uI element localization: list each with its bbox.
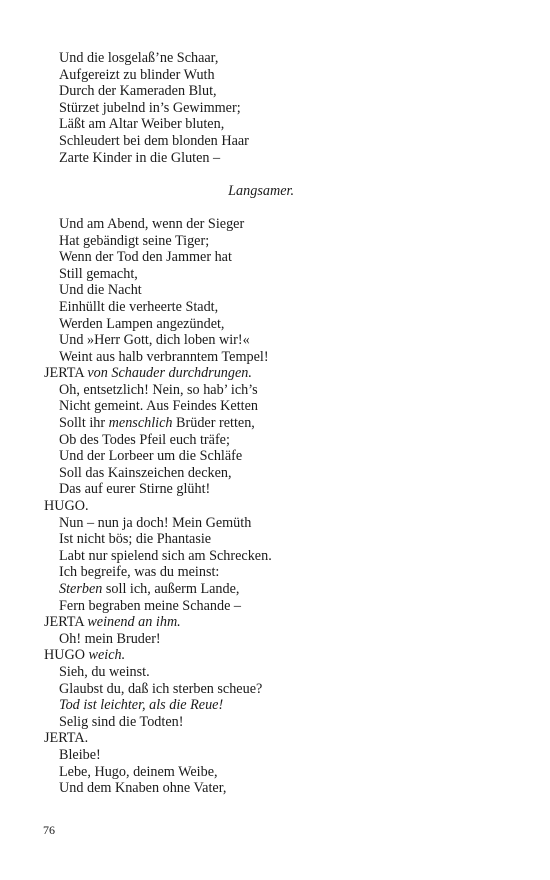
verse-line: Ich begreife, was du meinst:	[59, 564, 220, 581]
verse-line: Zarte Kinder in die Gluten –	[59, 149, 221, 166]
verse-line: Und die Nacht	[59, 282, 142, 299]
verse-line: Schleudert bei dem blonden Haar	[59, 132, 249, 149]
stanza-1	[0, 50, 550, 166]
stage-direction-slower: Langsamer.	[228, 182, 294, 199]
stage-direction: weich.	[88, 647, 126, 664]
verse-line: Läßt am Altar Weiber bluten,	[59, 116, 225, 133]
verse-line: Nicht gemeint. Aus Feindes Ketten	[59, 398, 258, 415]
stage-direction: von Schauder durchdrungen.	[87, 365, 252, 382]
verse-line	[0, 581, 550, 598]
verse-line: Sieh, du weinst.	[59, 663, 150, 680]
verse-line: Hat gebändigt seine Tiger;	[59, 232, 210, 249]
speaker-name: JERTA.	[44, 730, 89, 747]
speaker-heading	[0, 365, 550, 382]
verse-line: Einhüllt die verheerte Stadt,	[59, 298, 219, 315]
verse-line: Wenn der Tod den Jammer hat	[59, 249, 232, 266]
verse-line: Stürzet jubelnd in’s Gewimmer;	[59, 99, 241, 116]
speaker-heading	[0, 647, 550, 664]
verse-line: Fern begraben meine Schande –	[59, 597, 242, 614]
book-page	[0, 50, 550, 797]
verse-line: Durch der Kameraden Blut,	[59, 83, 217, 100]
verse-line: Und die losgelaß’ne Schaar,	[59, 50, 219, 66]
verse-line: Labt nur spielend sich am Schrecken.	[59, 547, 272, 564]
verse-text: Sollt ihr	[59, 415, 109, 432]
speaker-heading	[0, 498, 550, 515]
verse-line: Bleibe!	[59, 746, 101, 763]
verse-line: Und dem Knaben ohne Vater,	[59, 780, 227, 797]
verse-line: Werden Lampen angezündet,	[59, 315, 225, 332]
speaker-heading	[0, 614, 550, 631]
speaker-name: HUGO	[44, 647, 85, 664]
speaker-name: JERTA	[44, 614, 84, 631]
emphasis-text: menschlich	[108, 415, 173, 432]
verse-line: Ob des Todes Pfeil euch träfe;	[59, 431, 230, 448]
verse-line: Und am Abend, wenn der Sieger	[59, 215, 245, 232]
verse-line: Tod ist leichter, als die Reue!	[59, 697, 224, 714]
stage-direction: weinend an ihm.	[87, 614, 181, 631]
verse-line: Oh! mein Bruder!	[59, 630, 161, 647]
page-number: 76	[43, 823, 55, 837]
speaker-name: HUGO.	[44, 498, 89, 515]
verse-line: Weint aus halb verbranntem Tempel!	[59, 348, 269, 365]
verse-text: Brüder retten,	[172, 415, 255, 432]
verse-line: Nun – nun ja doch! Mein Gemüth	[59, 514, 252, 531]
verse-line: Lebe, Hugo, deinem Weibe,	[59, 763, 218, 780]
emphasis-text: Sterben	[59, 581, 103, 597]
verse-line	[0, 415, 550, 432]
stanza-2	[0, 216, 550, 365]
verse-line: Das auf eurer Stirne glüht!	[59, 481, 211, 498]
speaker-heading	[0, 730, 550, 747]
stanza-gap	[0, 166, 550, 183]
verse-line: Glaubst du, daß ich sterben scheue?	[59, 680, 263, 697]
verse-line: Still gemacht,	[59, 265, 138, 282]
verse-text: soll ich, außerm Lande,	[102, 581, 240, 597]
verse-line: Oh, entsetzlich! Nein, so hab’ ich’s	[59, 381, 258, 398]
verse-line: Selig sind die Todten!	[59, 713, 184, 730]
verse-line: Und der Lorbeer um die Schläfe	[59, 448, 243, 465]
verse-line: Soll das Kainszeichen decken,	[59, 464, 232, 481]
speaker-name: JERTA	[44, 365, 84, 382]
verse-line: Ist nicht bös; die Phantasie	[59, 531, 212, 548]
verse-line: Aufgereizt zu blinder Wuth	[59, 66, 215, 83]
stanza-gap	[0, 199, 550, 216]
verse-line: Und »Herr Gott, dich loben wir!«	[59, 332, 250, 349]
